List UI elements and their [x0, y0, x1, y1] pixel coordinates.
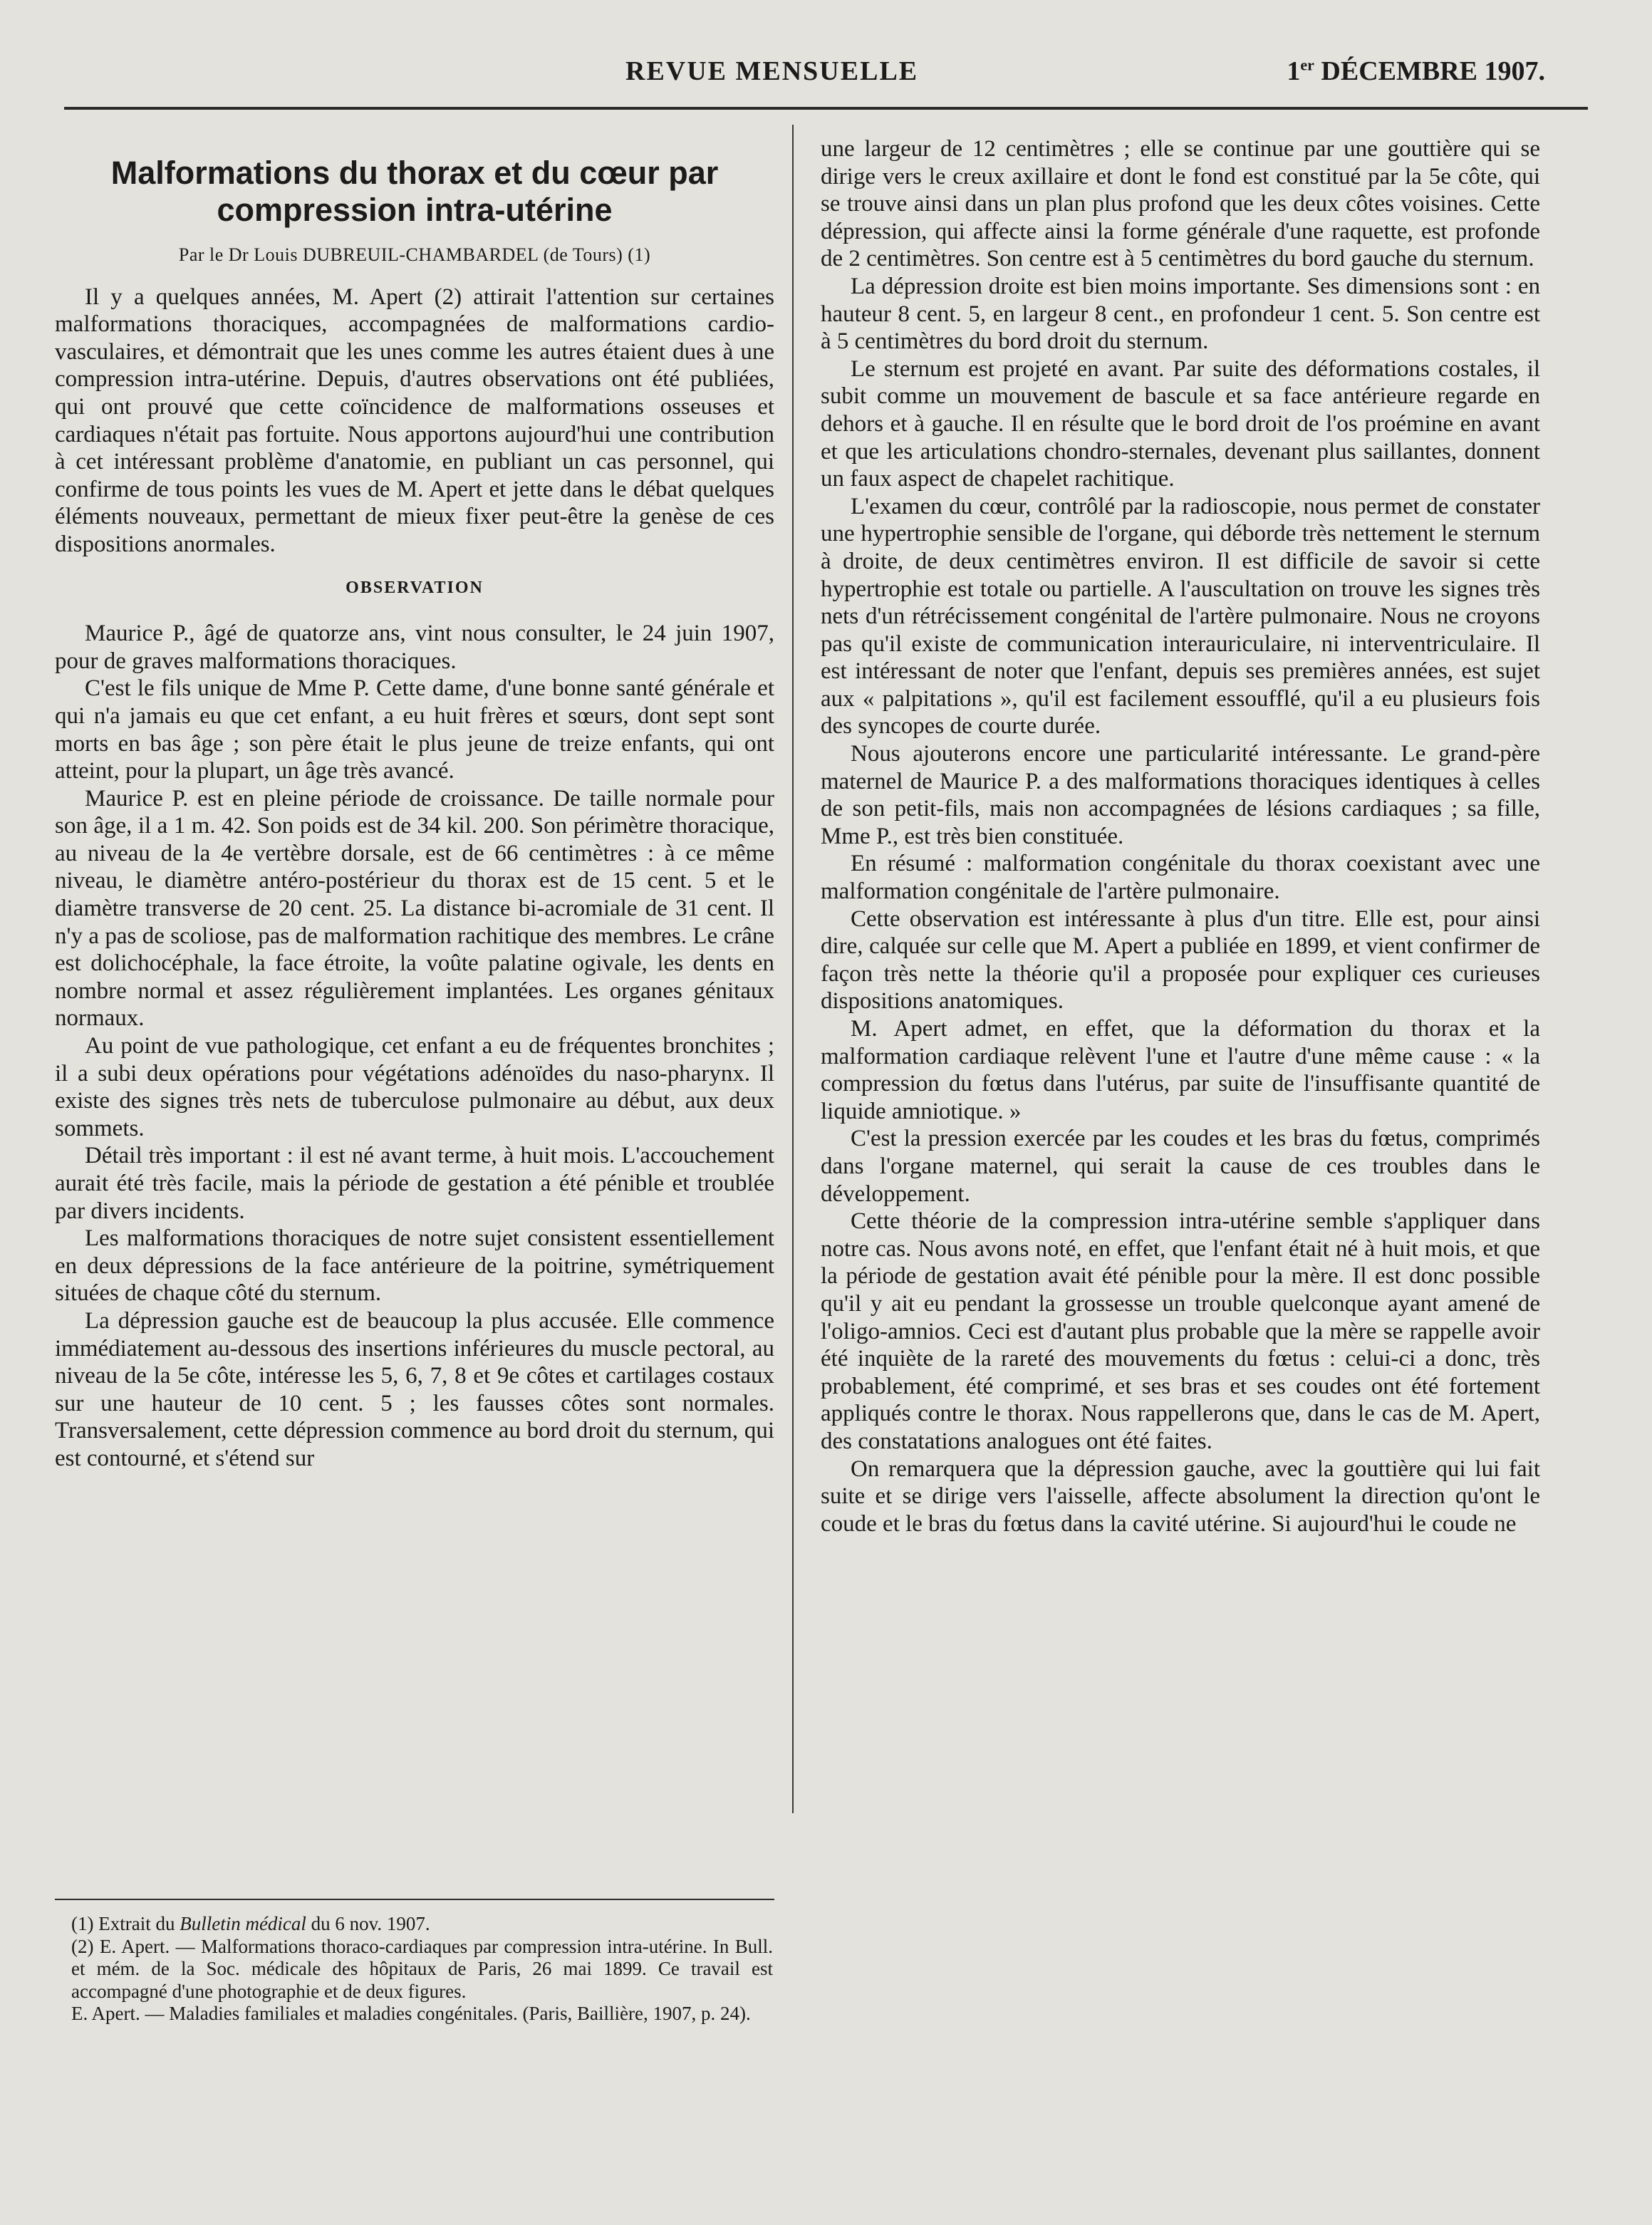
date-superscript: er — [1300, 56, 1314, 74]
paragraph: La dépression gauche est de beaucoup la plus accusée. Elle commence immédiatement au-dessous des insertions inférieures du muscle pectoral, au niveau de la 5e côte, intéresse les 5, 6, 7, 8 et 9e côtes et cartilages costaux sur une hauteur de 10 cent. 5 ; les fausses côtes sont normales. Transversalement, cette dépression commence au bord droit du sternum, qui est contourné, et s'étend sur — [55, 1307, 774, 1471]
intro-paragraph: Il y a quelques années, M. Apert (2) attirait l'attention sur certaines malformations thoraciques, accompagnées de malformations cardio-vasculaires, et démontrait que les unes comme les autres étaient dues à une compression intra-utérine. Depuis, d'autres observations ont été publiées, qui ont prouvé que cette coïncidence de malformations osseuses et cardiaques n'était pas fortuite. Nous apportons aujourd'hui une contribution à cet intéressant problème d'anatomie, en publiant un cas personnel, qui confirme de tous points les vues de M. Apert et jette dans le débat quelques éléments nouveaux, permettant de mieux fixer peut-être la genèse de ces dispositions anormales. — [55, 284, 774, 557]
footnote-1 — [71, 1913, 773, 1936]
footnote-1-text: (1) Extrait du — [71, 1913, 180, 1934]
footnote-1-date: du 6 nov. 1907. — [306, 1913, 430, 1934]
paragraph: Maurice P., âgé de quatorze ans, vint nous consulter, le 24 juin 1907, pour de graves malformations thoraciques. — [55, 621, 774, 674]
paragraph: Maurice P. est en pleine période de croissance. De taille normale pour son âge, il a 1 m. 42. Son poids est de 34 kil. 200. Son périmètre thoracique, au niveau de la 4e vertèbre dorsale, est de 66 centimètres : à ce même niveau, le diamètre antéro-postérieur du thorax est de 15 cent. 5 et le diamètre transverse de 20 cent. 25. La distance bi-acromiale de 31 cent. Il n'y a pas de scoliose, pas de malformation rachitique des membres. Le crâne est dolichocéphale, la face étroite, la voûte palatine ogivale, les dents en nombre normal et assez régulièrement implantées. Les organes génitaux normaux. — [55, 785, 774, 1032]
running-head — [48, 56, 1588, 105]
title-line-1: Malformations du thorax et du cœur par — [110, 155, 719, 191]
paragraph: Le sternum est projeté en avant. Par suite des déformations costales, il subit comme un mouvement de bascule et sa face antérieure regarde en dehors et à gauche. Il en résulte que le bord droit de l'os proémine en avant et que les articulations chondro-sternales, devenant plus saillantes, donnent un faux aspect de chapelet rachitique. — [821, 356, 1540, 492]
journal-title: REVUE MENSUELLE — [625, 56, 919, 86]
footnote-2: (2) E. Apert. — Malformations thoraco-cardiaques par compression intra-utérine. In Bull. et mém. de la Soc. médicale des hôpitaux de Paris, 26 mai 1899. Ce travail est accompagné d'une photographie et de deux figures. — [71, 1935, 773, 2002]
date-day: 1 — [1287, 56, 1301, 86]
footnote-3: E. Apert. — Maladies familiales et maladies congénitales. (Paris, Baillière, 1907, p. 24). — [71, 2003, 751, 2024]
issue-date — [1287, 56, 1545, 87]
paragraph: La dépression droite est bien moins importante. Ses dimensions sont : en hauteur 8 cent. 5, en largeur 8 cent., en profondeur 1 cent. 5. Son centre est à 5 centimètres du bord droit du sternum. — [821, 273, 1540, 355]
paragraph: L'examen du cœur, contrôlé par la radioscopie, nous permet de constater une hypertrophie sensible de l'organe, qui déborde très nettement le sternum à droite, de deux centimètres environ. Il est difficile de savoir si cette hypertrophie est totale ou partielle. A l'auscultation on trouve les signes très nets d'un rétrécissement congénital de l'artère pulmonaire. Nous ne croyons pas qu'il existe de communication interauriculaire, ni interventriculaire. Il est intéressant de noter que l'enfant, depuis ses premières années, est sujet aux « palpitations », qu'il est facilement essoufflé, qu'il a eu plusieurs fois des syncopes de courte durée. — [821, 493, 1540, 740]
paragraph: Les malformations thoraciques de notre sujet consistent essentiellement en deux dépressions de la face antérieure de la poitrine, symétriquement situées de chaque côté du sternum. — [55, 1225, 774, 1307]
title-line-2: compression intra-utérine — [217, 192, 613, 228]
paragraph: En résumé : malformation congénitale du thorax coexistant avec une malformation congénitale de l'artère pulmonaire. — [821, 851, 1540, 905]
footnote-rule — [55, 1899, 774, 1900]
right-column — [821, 135, 1540, 1537]
byline: Par le Dr Louis DUBREUIL-CHAMBARDEL (de Tours) (1) — [178, 244, 651, 265]
paragraph: C'est la pression exercée par les coudes et les bras du fœtus, comprimés dans l'organe maternel, qui serait la cause de ces troubles dans le développement. — [821, 1126, 1540, 1207]
left-column — [55, 139, 774, 1473]
footnote-1-journal: Bulletin médical — [180, 1913, 306, 1934]
paragraph: Détail très important : il est né avant terme, à huit mois. L'accouchement aurait été très facile, mais la période de gestation a été pénible et troublée par divers incidents. — [55, 1143, 774, 1224]
paragraph: une largeur de 12 centimètres ; elle se continue par une gouttière qui se dirige vers le creux axillaire et dont le fond est constitué par la 5e côte, qui se trouve ainsi dans un plan plus profond que les deux côtes voisines. Cette dépression, qui affecte ainsi la forme générale d'une raquette, est profonde de 2 centimètres. Son centre est à 5 centimètres du bord gauche du sternum. — [821, 136, 1540, 272]
section-heading: OBSERVATION — [346, 578, 484, 597]
paragraph: M. Apert admet, en effet, que la déformation du thorax et la malformation cardiaque relèvent l'une et l'autre d'une même cause : « la compression du fœtus dans l'utérus, par suite de l'insuffisante quantité de liquide amniotique. » — [821, 1016, 1540, 1124]
date-rest: DÉCEMBRE 1907. — [1314, 56, 1545, 86]
paragraph: Cette observation est intéressante à plus d'un titre. Elle est, pour ainsi dire, calquée sur celle que M. Apert a publiée en 1899, et vient confirmer de façon très nette la théorie qu'il a proposée pour expliquer ces curieuses dispositions anatomiques. — [821, 906, 1540, 1015]
paragraph: On remarquera que la dépression gauche, avec la gouttière qui lui fait suite et se dirige vers l'aisselle, affecte absolument la direction qu'ont le coude et le bras du fœtus dans la cavité utérine. Si aujourd'hui le coude ne — [821, 1456, 1540, 1537]
header-rule — [64, 107, 1588, 110]
article-title — [55, 155, 774, 229]
paragraph: C'est le fils unique de Mme P. Cette dame, d'une bonne santé générale et qui n'a jamais eu que cet enfant, a eu huit frères et sœurs, dont sept sont morts en bas âge ; son père était le plus jeune de treize enfants, qui ont atteint, pour la plupart, un âge très avancé. — [55, 675, 774, 784]
paragraph: Nous ajouterons encore une particularité intéressante. Le grand-père maternel de Maurice P. a des malformations thoraciques identiques à celles de son petit-fils, mais non accompagnées de lésions cardiaques ; sa fille, Mme P., est très bien constituée. — [821, 741, 1540, 849]
paragraph: Au point de vue pathologique, cet enfant a eu de fréquentes bronchites ; il a subi deux opérations pour végétations adénoïdes du naso-pharynx. Il existe des signes très nets de tuberculose pulmonaire au début, aux deux sommets. — [55, 1033, 774, 1141]
footnotes — [71, 1913, 773, 2026]
column-divider — [792, 125, 794, 1813]
paragraph: Cette théorie de la compression intra-utérine semble s'appliquer dans notre cas. Nous avons noté, en effet, que l'enfant était né à huit mois, et que la période de gestation avait été pénible pour la mère. Il est donc possible qu'il y ait eu pendant la grossesse un trouble quelconque ayant amené de l'oligo-amnios. Ceci est d'autant plus probable que la mère se rappelle avoir été inquiète de la rareté des mouvements du fœtus : celui-ci a donc, très probablement, été comprimé, et ses bras et ses coudes ont été fortement appliqués contre le thorax. Nous rappellerons que, dans le cas de M. Apert, des constatations analogues ont été faites. — [821, 1208, 1540, 1454]
